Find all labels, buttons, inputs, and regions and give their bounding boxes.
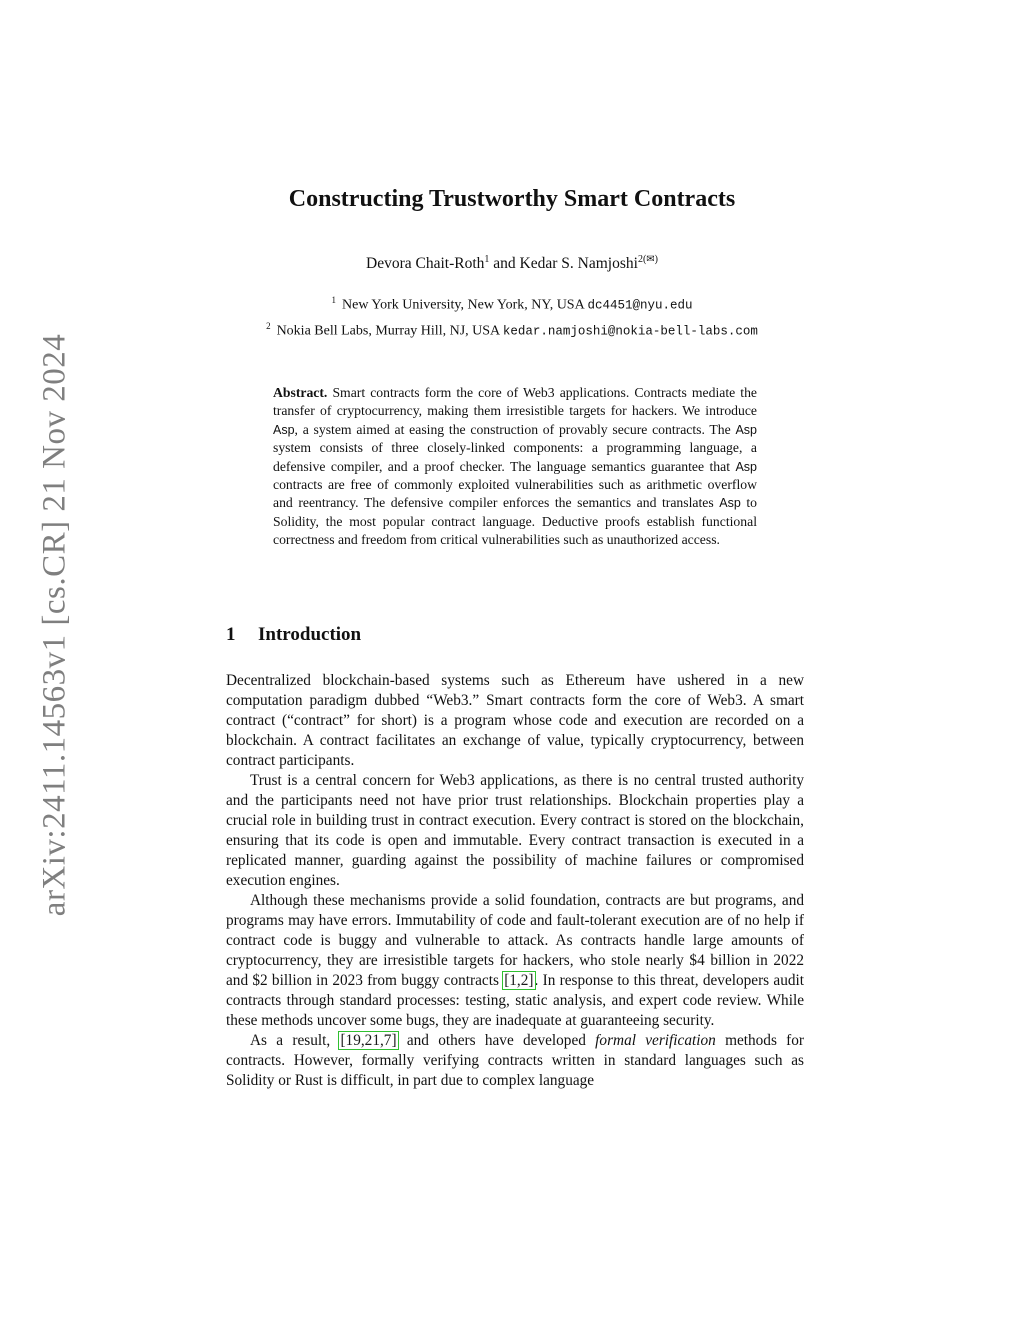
author-line xyxy=(0,254,1024,273)
paragraph-text: . In response to this threat, developers audit contracts through standard processes: testing, static analysis, and expert code review. While these methods uncover some bugs, they are inadequate at guaranteeing security. xyxy=(226,972,804,1029)
affiliation-name: Nokia Bell Labs, Murray Hill, NJ, USA xyxy=(276,323,500,339)
affiliation-mark: 2(✉) xyxy=(637,254,658,265)
abstract-label: Abstract. xyxy=(273,385,328,400)
paragraph xyxy=(226,1031,804,1091)
author-name: Kedar S. Namjoshi xyxy=(519,255,638,273)
affiliation-mark: 1 xyxy=(331,295,337,305)
emphasized-term: formal verification xyxy=(595,1032,716,1049)
affiliation-mark: 2 xyxy=(266,320,271,331)
paper-title: Constructing Trustworthy Smart Contracts xyxy=(288,186,736,212)
section-number: 1 xyxy=(226,624,236,645)
abstract-text: system consists of three closely-linked components: a programming language, a defensive compiler, and a proof checker. The language semantics guarantee that xyxy=(273,440,757,474)
abstract-text: contracts are free of commonly exploited vulnerabilities such as arithmetic overflow and reentrancy. The defensive compiler enforces the semantics and translates xyxy=(273,477,757,511)
paragraph-text: Although these mechanisms provide a solid foundation, contracts are but programs, and programs may have errors. Immutability of code and fault-tolerant execution are of no help if contract code is buggy and vulnerable to attack. As contracts handle large amounts of cryptocurrency, they are irresistible targets for hackers, who stole nearly $4 billion in 2022 and $2 billion in 2023 from buggy contracts xyxy=(226,892,804,989)
paragraph: Decentralized blockchain-based systems such as Ethereum have ushered in a new computation paradigm dubbed “Web3.” Smart contracts form the core of Web3. A smart contract (“contract” for short) is a program whose code and execution are recorded on a blockchain. A contract facilitates an exchange of value, typically cryptocurrency, between contract participants. xyxy=(226,672,804,769)
section-heading xyxy=(226,624,361,646)
system-name: Asp xyxy=(735,422,757,437)
paragraph-text: and others have developed xyxy=(397,1032,596,1049)
abstract xyxy=(273,384,757,550)
affiliation-line xyxy=(0,290,1024,316)
paragraph xyxy=(226,891,804,1031)
author-name: Devora Chait-Roth xyxy=(366,255,485,273)
author-email[interactable]: kedar.namjoshi@nokia-bell-labs.com xyxy=(502,324,758,339)
section-title: Introduction xyxy=(258,624,362,645)
author-email[interactable]: dc4451@nyu.edu xyxy=(587,298,693,313)
paragraph-text: As a result, xyxy=(250,1032,340,1049)
citation-link[interactable]: [1,2] xyxy=(504,972,534,989)
paragraph-text: methods for contracts. However, formally verifying contracts written in standard languages such as Solidity or Rust is difficult, in part due to complex language xyxy=(226,1032,805,1089)
author-conjunction: and xyxy=(489,255,520,273)
affiliation-mark: 1 xyxy=(484,254,490,265)
abstract-text: to Solidity, the most popular contract language. Deductive proofs establish functional correctness and freedom from critical vulnerabilities such as unauthorized access. xyxy=(273,495,757,548)
section-body xyxy=(226,671,804,1091)
arxiv-identifier: arXiv:2411.14563v1 [cs.CR] 21 Nov 2024 xyxy=(36,333,73,917)
affiliation-line xyxy=(0,316,1024,342)
affiliations xyxy=(0,290,1024,341)
abstract-text: , a system aimed at easing the construction of provably secure contracts. The xyxy=(294,421,736,437)
paragraph: Trust is a central concern for Web3 applications, as there is no central trusted authority and the participants need not have prior trust relationships. Blockchain properties play a crucial role in building trust in contract execution. Every contract is stored on the blockchain, ensuring that its code is open and immutable. Every contract transaction is executed in a replicated manner, guarding against the possibility of machine failures or compromised execution engines. xyxy=(226,772,804,889)
abstract-text: Smart contracts form the core of Web3 applications. Contracts mediate the transfer of cryptocurrency, making them irresistible targets for hackers. We introduce xyxy=(273,385,757,419)
affiliation-name: New York University, New York, NY, USA xyxy=(342,297,584,313)
system-name: Asp xyxy=(719,496,741,511)
arxiv-sidebar-stamp xyxy=(36,300,74,950)
system-name: Asp xyxy=(273,422,295,437)
citation-link[interactable]: [19,21,7] xyxy=(340,1032,397,1049)
system-name: Asp xyxy=(735,459,757,474)
